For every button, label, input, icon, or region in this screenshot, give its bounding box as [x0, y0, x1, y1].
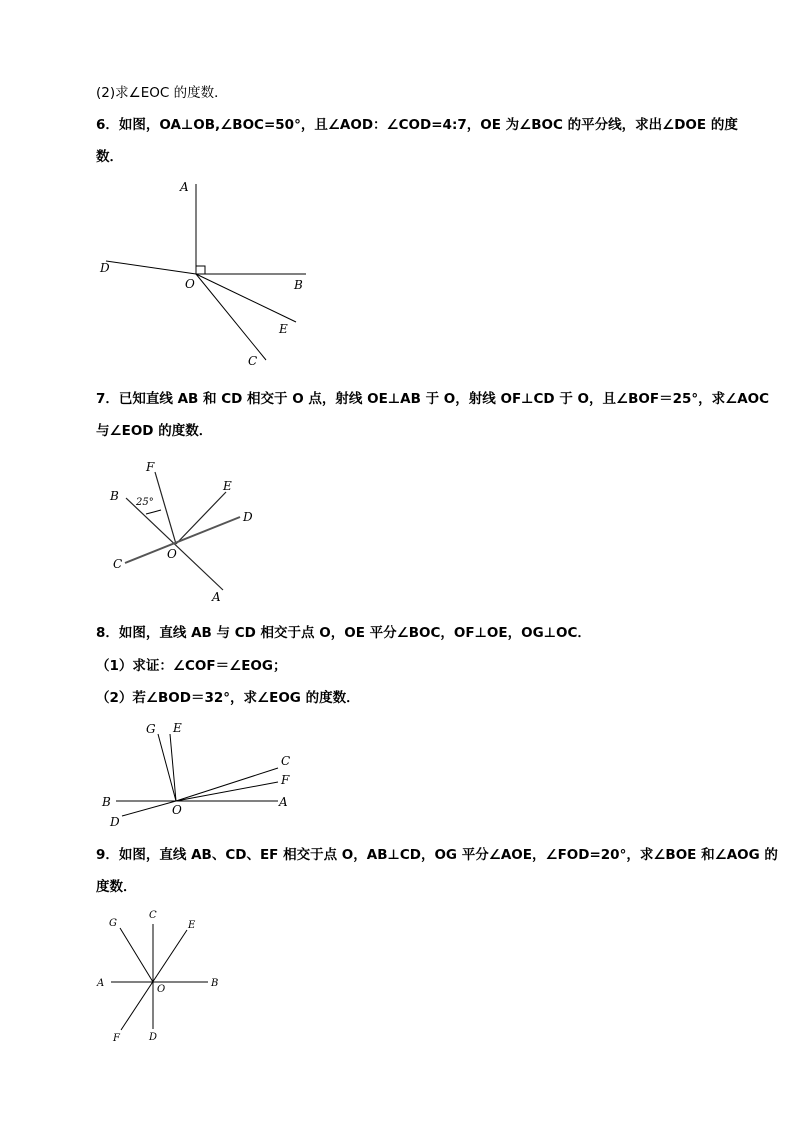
q8-label-O: O — [172, 803, 182, 817]
q9-text-line1: 9．如图，直线 AB、CD、EF 相交于点 O，AB⊥CD，OG 平分∠AOE，∠FOD=20°，求∠BOE 和∠AOG 的 — [96, 847, 778, 863]
q7-label-C: C — [113, 557, 123, 571]
q7-angle-label: 25° — [136, 497, 154, 508]
q6-label-A: A — [180, 180, 189, 194]
q9-label-O: O — [157, 984, 166, 995]
q8-part2: （2）若∠BOD＝32°，求∠EOG 的度数． — [96, 690, 360, 706]
q6-label-C: C — [248, 354, 258, 368]
q6-text-line2: 数． — [96, 149, 123, 165]
q9-label-C: C — [149, 910, 157, 921]
q7-label-F: F — [146, 460, 155, 474]
q7-label-O: O — [167, 547, 177, 561]
q8-label-G: G — [146, 722, 156, 736]
q8-label-E: E — [173, 721, 182, 735]
q8-label-A: A — [279, 795, 288, 809]
q7-label-D: D — [243, 510, 253, 524]
q9-ray-OG — [120, 928, 153, 982]
q8-label-C: C — [281, 754, 291, 768]
q9-label-B: B — [211, 978, 219, 989]
q6-label-O: O — [185, 277, 195, 291]
q9-text-line2: 度数． — [96, 879, 137, 895]
q7-text-line1: 7．已知直线 AB 和 CD 相交于 O 点，射线 OE⊥AB 于 O，射线 OF⊥CD 于 O，且∠BOF＝25°，求∠AOC — [96, 391, 770, 407]
q9-label-E: E — [188, 920, 196, 931]
q9-label-D: D — [149, 1032, 158, 1043]
q7-label-A: A — [212, 590, 221, 604]
q6-label-B: B — [294, 278, 303, 292]
q6-label-D: D — [100, 261, 110, 275]
q8-label-B: B — [102, 795, 111, 809]
q8-label-D: D — [110, 815, 120, 829]
q7-text-line2: 与∠EOD 的度数． — [96, 423, 213, 439]
q6-label-E: E — [279, 322, 288, 336]
q5-part2-text: (2)求∠EOC 的度数． — [96, 85, 228, 101]
q7-label-B: B — [110, 489, 119, 503]
q9-label-G: G — [109, 918, 117, 929]
q7-label-E: E — [223, 479, 232, 493]
q9-label-A: A — [97, 978, 105, 989]
q6-text-line1: 6．如图，OA⊥OB,∠BOC=50°，且∠AOD：∠COD=4:7，OE 为∠BOC 的平分线，求出∠DOE 的度 — [96, 117, 738, 133]
q9-label-F: F — [113, 1033, 120, 1044]
q8-text-line1: 8．如图，直线 AB 与 CD 相交于点 O，OE 平分∠BOC，OF⊥OE，OG⊥OC． — [96, 625, 591, 641]
q8-label-F: F — [281, 773, 290, 787]
q8-part1: （1）求证：∠COF＝∠EOG； — [96, 658, 287, 674]
